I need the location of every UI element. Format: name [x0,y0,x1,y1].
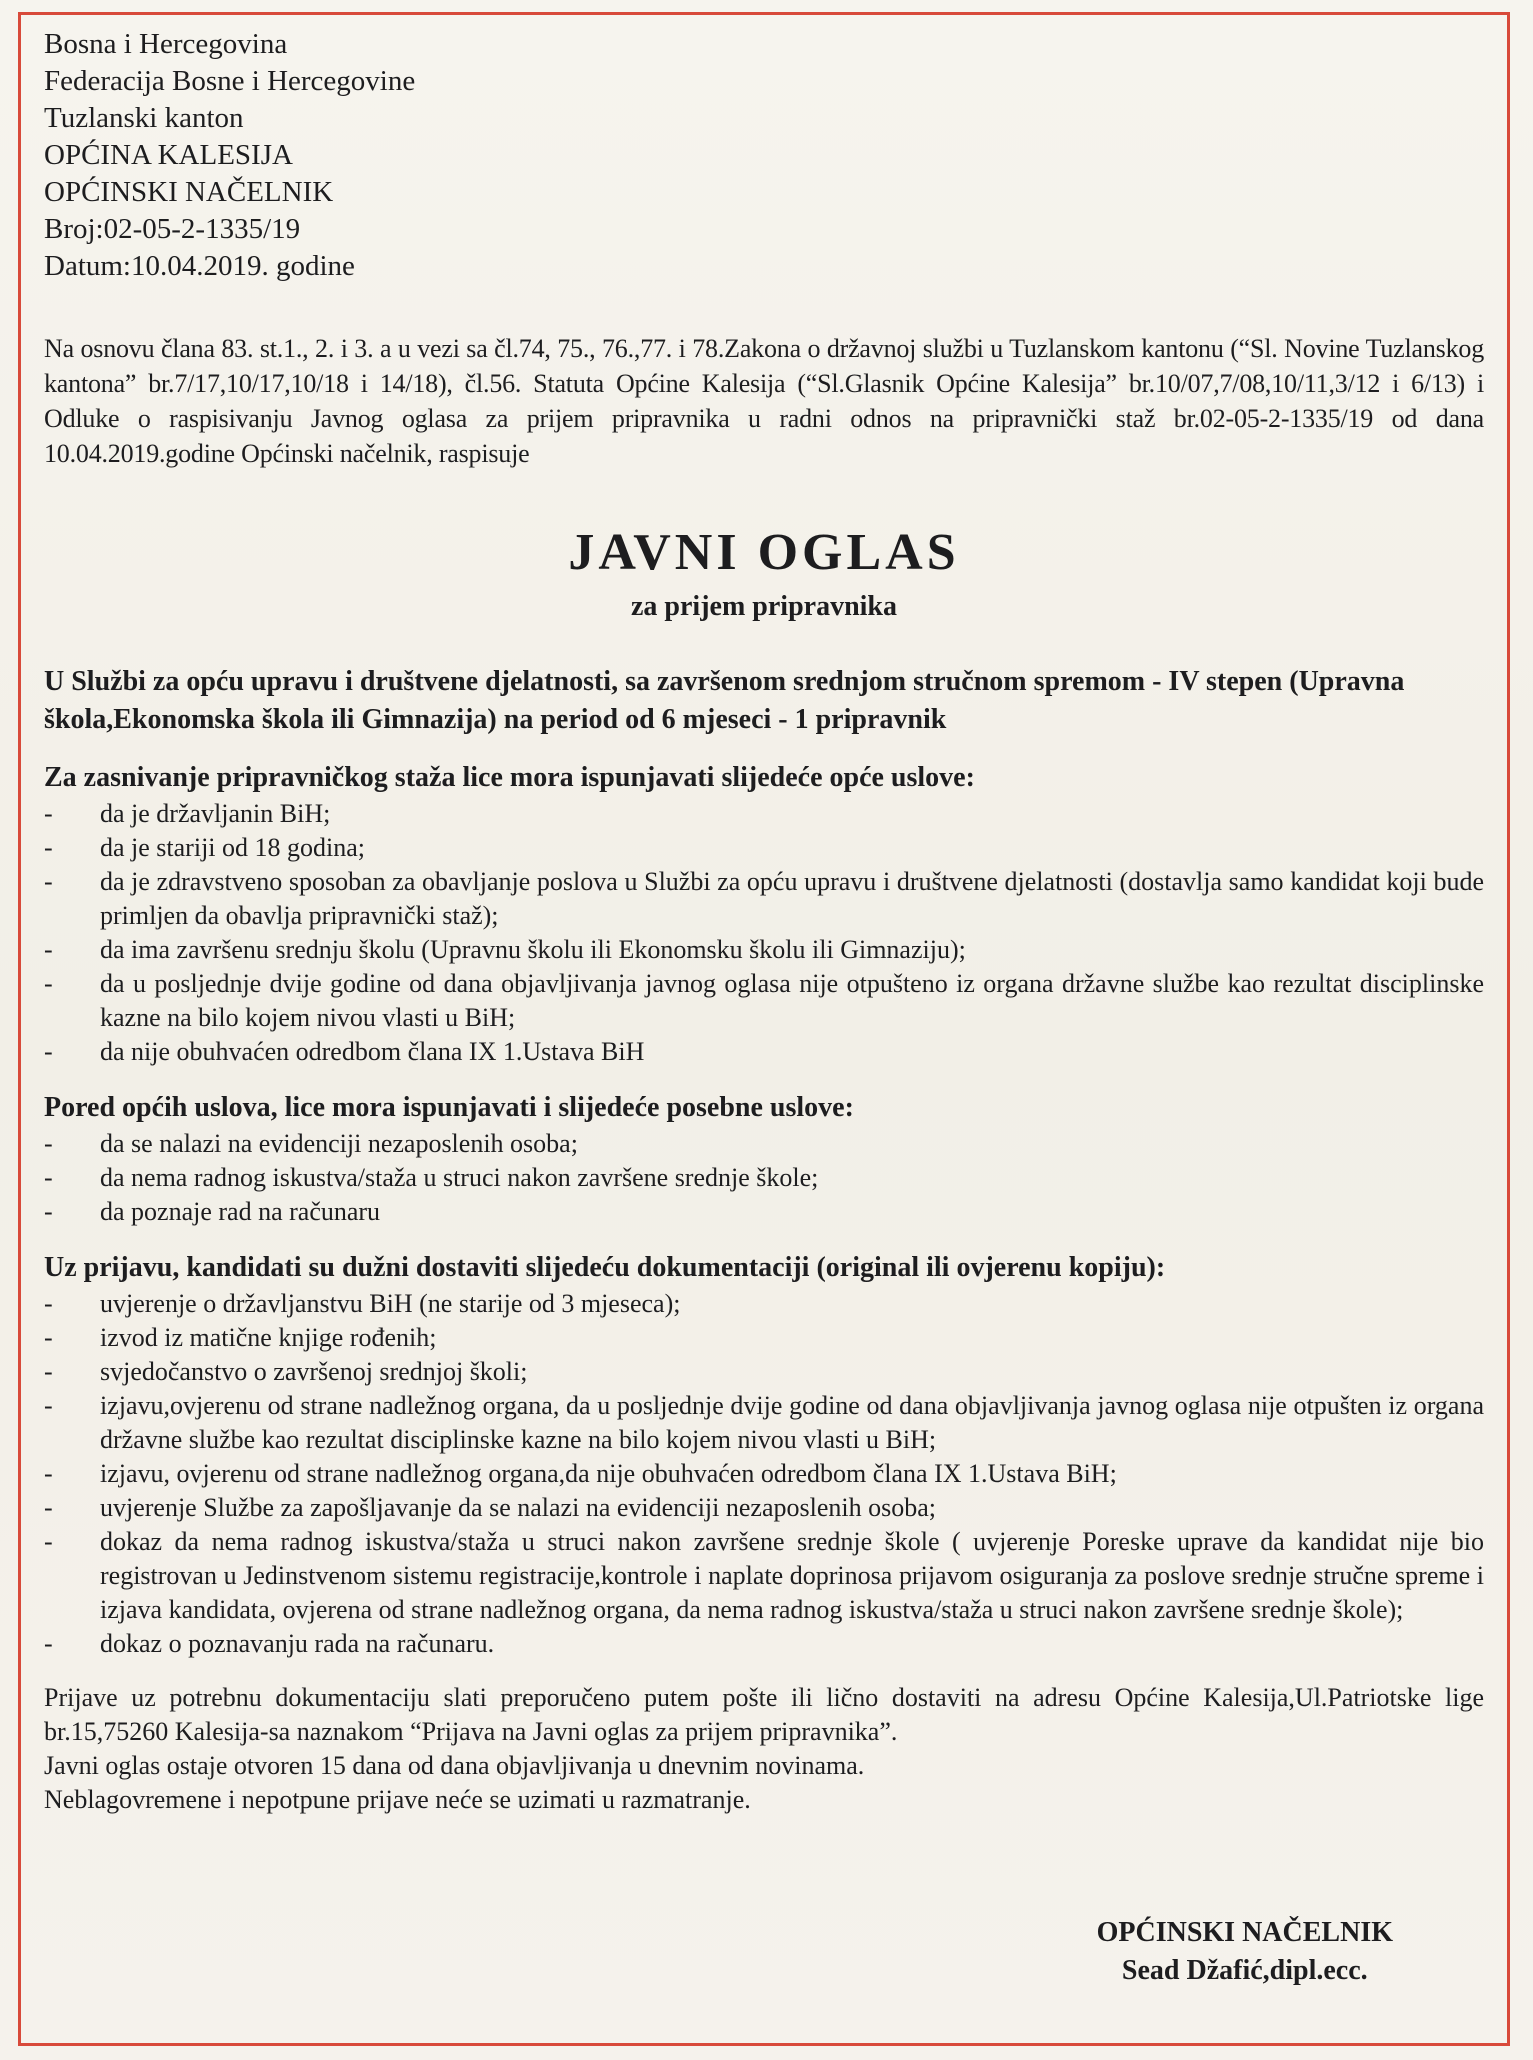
announcement-subtitle: za prijem pripravnika [631,591,897,622]
closing-paragraphs [44,1681,1484,1817]
special-conditions-heading: Pored općih uslova, lice mora ispunjavati i slijedeće posebne uslove: [44,1092,854,1123]
list-item [44,1389,1484,1457]
bullet-dash: - [44,1129,53,1158]
required-documents-heading: Uz prijavu, kandidati su dužni dostaviti slijedeću dokumentaciji (original ili ovjerenu kopiju): [44,1252,1166,1283]
document-number: Broj:02-05-2-1335/19 [44,213,301,245]
bullet-dash: - [44,1391,53,1420]
bullet-dash: - [44,969,53,998]
list-item-text: uvjerenje o državljanstvu BiH (ne starije od 3 mjeseca); [100,1289,681,1318]
legal-basis-paragraph: Na osnovu člana 83. st.1., 2. i 3. a u vezi sa čl.74, 75., 76.,77. i 78.Zakona o državnoj službi u Tuzlanskom kantonu (“Sl. Novine Tuzlanskog kantona” br.7/17,10/17,10/18 i 14/18), čl.56. Statuta Općine Kalesija (“Sl.Glasnik Općine Kalesija” br.10/07,7/08,10/11,3/12 i 6/13) i Odluke o raspisivanju Javnog oglasa za prijem pripravnika u radni odnos na pripravnički staž br.02-05-2-1335/19 od dana 10.04.2019.godine Općinski načelnik, raspisuje [44,334,1484,468]
list-item-text: da nema radnog iskustva/staža u struci nakon završene srednje škole; [100,1163,819,1192]
signature-name: Sead Džafić,dipl.ecc. [1121,1955,1368,1986]
list-item [44,831,1484,865]
bullet-dash: - [44,833,53,862]
open-period-note: Javni oglas ostaje otvoren 15 dana od dana objavljivanja u dnevnim novinama. [44,1751,865,1780]
letterhead [44,26,1484,285]
letterhead-canton: Tuzlanski kanton [44,102,244,134]
announcement-title: JAVNI OGLAS [568,524,960,581]
list-item [44,1491,1484,1525]
list-item-text: izjavu, ovjerenu od strane nadležnog organa,da nije obuhvaćen odredbom člana IX 1.Ustava BiH; [100,1459,1117,1488]
bullet-dash: - [44,1527,53,1556]
list-item-text: da nije obuhvaćen odredbom člana IX 1.Ustava BiH [100,1037,645,1066]
list-item-text: izvod iz matične knjige rođenih; [100,1323,437,1352]
signature-role: OPĆINSKI NAČELNIK [1096,1917,1393,1948]
list-item-text: svjedočanstvo o završenoj srednjoj školi; [100,1357,528,1386]
list-item [44,1161,1484,1195]
bullet-dash: - [44,1493,53,1522]
bullet-dash: - [44,1037,53,1066]
list-item-text: da je zdravstveno sposoban za obavljanje poslova u Službi za opću upravu i društvene djelatnosti (dostavlja samo kandidat koji bude primljen da obavlja pripravnički staž); [100,867,1484,930]
bullet-dash: - [44,935,53,964]
bullet-dash: - [44,1629,53,1658]
list-item [44,1195,1484,1229]
bullet-dash: - [44,867,53,896]
bullet-dash: - [44,1357,53,1386]
position-description: U Službi za opću upravu i društvene djelatnosti, sa završenom srednjom stručnom spremom - IV stepen (Upravna škola,Ekonomska škola ili Gimnazija) na period od 6 mjeseci - 1 pripravnik [44,666,1405,735]
list-item-text: dokaz da nema radnog iskustva/staža u struci nakon završene srednje škole ( uvjerenje Poreske uprave da kandidat nije bio registrovan u Jedinstvenom sistemu registracije,kontrole i naplate doprinosa prijavom osiguranja za poslove srednje stručne spreme i izjava kandidata, ovjerena od strane nadležnog organa, da nema radnog iskustva/staža u struci nakon završene srednje škole); [100,1527,1484,1624]
letterhead-office: OPĆINSKI NAČELNIK [44,176,334,208]
list-item [44,1457,1484,1491]
late-applications-note: Neblagovremene i nepotpune prijave neće se uzimati u razmatranje. [44,1785,751,1814]
bullet-dash: - [44,1323,53,1352]
list-item [44,797,1484,831]
list-item-text: izjavu,ovjerenu od strane nadležnog organa, da u posljednje dvije godine od dana objavljivanja javnog oglasa nije otpušten iz organa državne službe kao rezultat disciplinske kazne na bilo kojem nivou vlasti u BiH; [100,1391,1484,1454]
bullet-dash: - [44,1163,53,1192]
bullet-dash: - [44,799,53,828]
list-item [44,933,1484,967]
list-item-text: da poznaje rad na računaru [100,1197,381,1226]
general-conditions-heading: Za zasnivanje pripravničkog staža lice mora ispunjavati slijedeće opće uslove: [44,762,975,793]
list-item-text: da je državljanin BiH; [100,799,331,828]
list-item [44,1525,1484,1627]
letterhead-country: Bosna i Hercegovina [44,28,288,60]
list-item [44,1127,1484,1161]
general-conditions-list [44,797,1484,1069]
list-item [44,1627,1484,1661]
special-conditions-list [44,1127,1484,1229]
list-item-text: da ima završenu srednju školu (Upravnu školu ili Ekonomsku školu ili Gimnaziju); [100,935,966,964]
required-documents-list [44,1287,1484,1661]
list-item-text: uvjerenje Službe za zapošljavanje da se nalazi na evidenciji nezaposlenih osoba; [100,1493,936,1522]
list-item [44,1321,1484,1355]
list-item [44,967,1484,1035]
list-item-text: da se nalazi na evidenciji nezaposlenih osoba; [100,1129,578,1158]
list-item-text: dokaz o poznavanju rada na računaru. [100,1629,495,1658]
list-item [44,1035,1484,1069]
bullet-dash: - [44,1459,53,1488]
letterhead-federation: Federacija Bosne i Hercegovine [44,65,416,97]
list-item [44,1287,1484,1321]
document-date: Datum:10.04.2019. godine [44,250,355,282]
list-item-text: da u posljednje dvije godine od dana objavljivanja javnog oglasa nije otpušteno iz organa državne službe kao rezultat disciplinske kazne na bilo kojem nivou vlasti u BiH; [100,969,1484,1032]
list-item [44,1355,1484,1389]
signature-block [1097,1914,1393,1990]
bullet-dash: - [44,1197,53,1226]
announcement-content [44,26,1484,1817]
list-item [44,865,1484,933]
bullet-dash: - [44,1289,53,1318]
list-item-text: da je stariji od 18 godina; [100,833,366,862]
letterhead-municipality: OPĆINA KALESIJA [44,139,293,171]
submission-instructions: Prijave uz potrebnu dokumentaciju slati preporučeno putem pošte ili lično dostaviti na adresu Općine Kalesija,Ul.Patriotske lige br.15,75260 Kalesija-sa naznakom “Prijava na Javni oglas za prijem pripravnika”. [44,1683,1484,1746]
